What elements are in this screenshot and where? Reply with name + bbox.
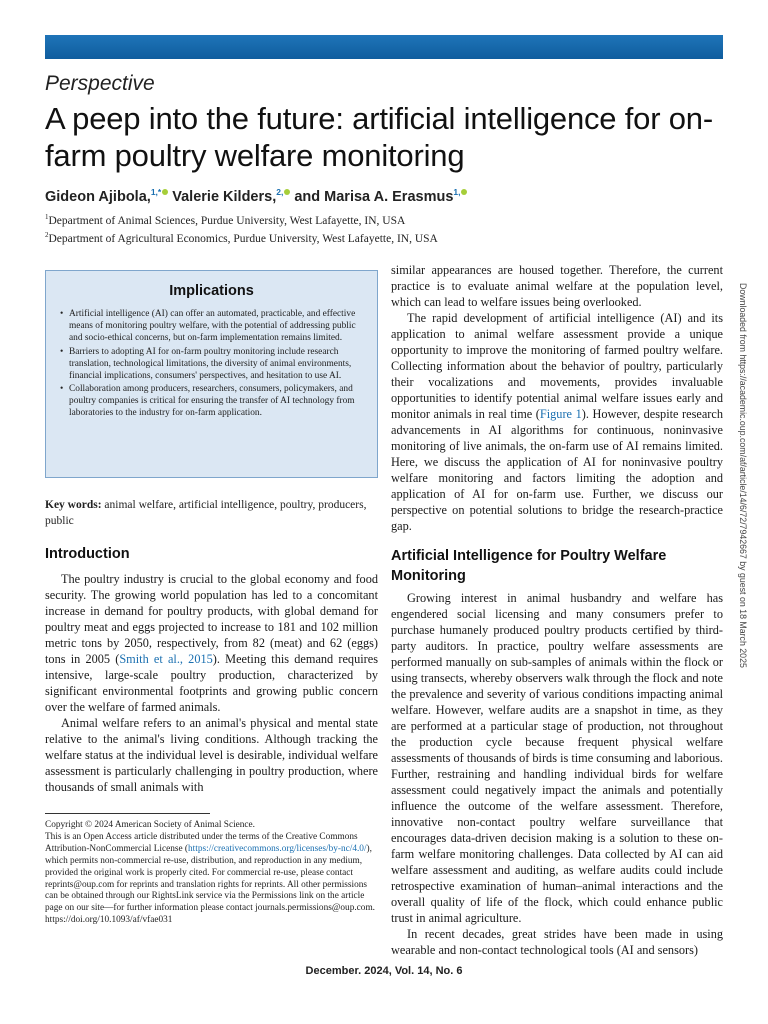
left-column-body xyxy=(45,571,378,795)
implication-item: • Collaboration among producers, researchers, consumers, policymakers, and poultry companies is critical for ensuring the transfer of AI technology from laboratories to the industry for on-farm application. xyxy=(60,384,368,420)
author-2[interactable]: Valerie Kilders, xyxy=(172,188,277,205)
keywords: Key words: animal welfare, artificial intelligence, poultry, producers, public xyxy=(45,499,367,527)
ai-paragraph: The rapid development of artificial intelligence (AI) and its application to animal welfare assessment provide a unique opportunity to improve the monitoring of farmed poultry welfare. Collecting information about the behavior of poultry, particularly their vocalizations and movements, provides invaluable opportunities to identify potential animal welfare issues early and monitor animals in real time (Figure 1). However, despite research advancements in AI algorithms for continuous, noninvasive monitoring of live animals, the on-farm use of AI remains limited. Here, we discuss the application of AI for noninvasive poultry welfare monitoring and factors limiting the adoption and application of AI for on-farm use. Further, we discuss our perspective on potential solutions to bridge the research-practice gap. xyxy=(391,311,723,533)
figure-link[interactable]: Figure 1 xyxy=(539,407,582,421)
article-title: A peep into the future: artificial intelligence for on-farm poultry welfare monitoring xyxy=(45,101,713,173)
license-link[interactable]: https://creativecommons.org/licenses/by-nc/4.0/ xyxy=(188,843,367,854)
intro-paragraph-2: Animal welfare refers to an animal's physical and mental state relative to the animal's living conditions. Although tracking the welfare status at the individual level is desirable, individual welfare assessment is particularly challenging in poultry production, where thousands of small animals with xyxy=(45,716,378,794)
affiliation-1: $^1$Department of Animal Sciences, Purdue University, West Lafayette, IN, USA xyxy=(45,213,406,227)
affiliation-2: $^2$Department of Agricultural Economics, Purdue University, West Lafayette, IN, USA xyxy=(45,231,438,245)
intro-paragraph-1: The poultry industry is crucial to the global economy and food security. The growing world population has led to a concomitant increase in demand for poultry products, with global demand for poultry meat and eggs projected to increase to 181 and 102 million metric tons by 2050, respectively, from 82 (meat) and 62 (eggs) tons in 2005 (Smith et al., 2015). Meeting this demand requires intensive, large-scale poultry production, characterized by significant environmental footprints and growing public concern over the welfare of farmed animals. xyxy=(45,572,378,714)
download-watermark: Downloaded from https://academic.oup.com/af/article/14/6/72/7942667 by guest on 18 March 2025 xyxy=(738,283,748,668)
right-column-body-bottom xyxy=(391,590,723,958)
article-type: Perspective xyxy=(45,72,155,95)
implications-box xyxy=(45,270,378,478)
recent-decades-paragraph: In recent decades, great strides have been made in using wearable and non-contact technological tools (AI and sensors) xyxy=(391,927,723,957)
author-1[interactable]: Gideon Ajibola, xyxy=(45,188,151,205)
journal-header-bar xyxy=(45,35,723,59)
implication-item: • Artificial intelligence (AI) can offer an automated, practicable, and effective means of monitoring poultry welfare, with the potential of addressing public and socio-ethical concerns, but on-farm implementation remains limited. xyxy=(60,309,368,345)
orcid-icon[interactable] xyxy=(284,189,290,195)
citation-link[interactable]: Smith et al., 2015 xyxy=(119,652,213,666)
right-column-body-top xyxy=(391,262,723,534)
orcid-icon[interactable] xyxy=(162,189,168,195)
continued-paragraph: similar appearances are housed together. Therefore, the current practice is to evaluate animal welfare at the population level, which can lead to welfare issues being overlooked. xyxy=(391,263,723,309)
implications-list xyxy=(60,309,368,422)
welfare-paragraph: Growing interest in animal husbandry and welfare has engendered social licensing and many consumers prefer to purchase humanely produced poultry products certified by third-party auditors. In practice, poultry welfare assessments are performed manually on sub-samples of animals within the flock or using transects, whereby observers walk through the flock and note the prevalence and severity of various conditions impacting animal welfare. However, welfare audits are a snapshot in time, as they are performed at a particular stage of production, not throughout the production cycle because frequent physical welfare assessments of thousands of birds is time consuming and laborious. Further, restraining and handling individual birds for welfare assessment could negatively impact the animals and potentially influence the outcome of the welfare assessment. Therefore, innovative non-contact poultry welfare surveillance that encourages data-driven decision making is a solution to these on-farm welfare monitoring challenges. Data collected by AI can aid welfare assessment and auditing, as welfare audits could include retrospective examination of human–animal interactions and the overall quality of life of the flock, which could enhance public trust in animal agriculture. xyxy=(391,591,723,925)
author-3-affil[interactable]: 1, xyxy=(453,187,461,197)
author-2-affil[interactable]: 2, xyxy=(276,187,284,197)
author-list xyxy=(45,187,467,205)
copyright-notice: Copyright © 2024 American Society of Animal Science. This is an Open Access article distributed under the terms of the Creative Commons Attribution-NonCommercial License (https://creativecommons.org/licenses/by-nc/4.0/), which permits non-commercial re-use, distribution, and reproduction in any medium, provided the original work is properly cited. For commercial re-use, please contact reprints@oup.com for reprints and translation rights for reprints. All other permissions can be obtained through our RightsLink service via the Permissions link on the article page on our site—for further information please contact journals.permissions@oup.com. https://doi.org/10.1093/af/vfae031 xyxy=(45,820,378,927)
section-heading-ai-poultry: Artificial Intelligence for Poultry Welfare Monitoring xyxy=(391,548,667,584)
author-1-affil[interactable]: 1,* xyxy=(150,187,162,197)
author-3[interactable]: and Marisa A. Erasmus xyxy=(294,188,454,205)
issue-footer: December. 2024, Vol. 14, No. 6 xyxy=(305,965,463,977)
footnote-rule xyxy=(45,813,210,814)
section-heading-introduction: Introduction xyxy=(45,546,130,562)
implications-title: Implications xyxy=(169,283,254,299)
implication-item: • Barriers to adopting AI for on-farm poultry monitoring include research translation, technological limitations, the diversity of animal environments, financial implications, consumers' perspectives, and hesitation to use AI. xyxy=(60,347,368,383)
doi-link[interactable]: https://doi.org/10.1093/af/vfae031 xyxy=(45,915,173,926)
orcid-icon[interactable] xyxy=(461,189,467,195)
